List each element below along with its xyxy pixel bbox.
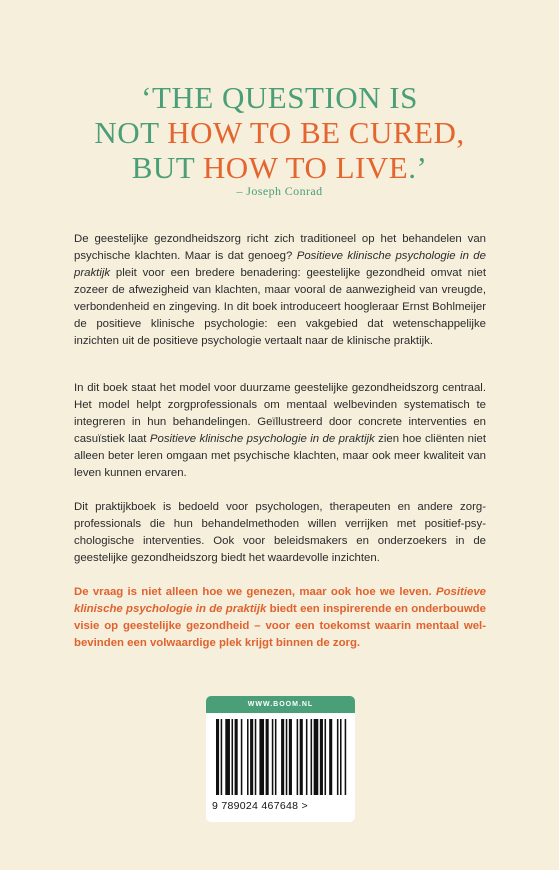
barcode-icon (206, 713, 355, 801)
barcode-bar (286, 719, 288, 795)
barcode-bar (297, 719, 299, 795)
barcode-bar (235, 719, 238, 795)
barcode-bar (320, 719, 323, 795)
barcode-bar (225, 719, 230, 795)
barcode-bar (340, 719, 342, 795)
publisher-url: WWW.BOOM.NL (206, 696, 355, 713)
quote-author: – Joseph Conrad (236, 184, 323, 198)
barcode-bar (337, 719, 339, 795)
quote-line-1: ‘THE QUESTION IS (141, 80, 418, 115)
barcode-bar (255, 719, 257, 795)
barcode-bar (259, 719, 264, 795)
barcode-bar (247, 719, 249, 795)
barcode-bar (325, 719, 327, 795)
paragraph-model: In dit boek staat het model voor duurzame geestelijke gezondheidszorg centraal. Het model helpt zorgprofessionals om mentaal welbevinden systematisch te integreren in hun behandelingen. Geïllustreerd door concrete interventies en casuïstiek laat Positieve klinische psychologie in de praktijk zien hoe cliënten niet alleen beter leren omgaan met psychische klachten, maar ook meer kwaliteit van leven kunnen ervaren. (74, 382, 487, 479)
barcode-bar (300, 719, 303, 795)
barcode-bar (272, 719, 274, 795)
barcode-bar (289, 719, 292, 795)
barcode-panel (206, 696, 355, 822)
quote-line-2: NOT HOW TO BE CURED, (94, 115, 465, 150)
barcode-bar (216, 719, 219, 795)
paragraph-highlight: De vraag is niet alleen hoe we genezen, maar ook hoe we leven. Positieve klinische psychologie in de praktijk biedt een inspirerende en onderbouwde visie op geestelijke gezondheid – voor een toekomst waarin mentaal welbevinden een volwaardige plek krijgt binnen de zorg. (74, 586, 486, 649)
paragraph-intro: De geestelijke gezondheidszorg richt zich traditioneel op het behandelen van psychische klachten. Maar is dat genoeg? Positieve klinische psychologie in de praktijk pleit voor een bredere benadering: geestelijke gezondheid omvat niet zozeer de afwezigheid van klachten, maar vooral de aanwezigheid van vreugde, verbondenheid en zingeving. In dit boek introduceert hoogleraar Ernst Bohlmeijer de positieve klinische psychologie: een vakgebied dat wetenschappelijke inzichten uit de positieve psychologie vertaalt naar de klinische praktijk. (74, 233, 486, 347)
barcode-bar (232, 719, 234, 795)
barcode-bar (281, 719, 284, 795)
barcode-bar (329, 719, 332, 795)
paragraph-audience: Dit praktijkboek is bedoeld voor psychologen, therapeuten en andere zorgprofessionals die hun behandelmethoden willen verrijken met positief-psychologische interventies. Ook voor beleidsmakers en onderzoekers in de geestelijke gezondheidszorg biedt het waardevolle inzichten. (74, 501, 486, 564)
barcode-bar (250, 719, 253, 795)
barcode-bar (314, 719, 319, 795)
barcode-bar (311, 719, 313, 795)
barcode-bar (241, 719, 243, 795)
cover-quote (0, 80, 559, 185)
barcode-bar (345, 719, 347, 795)
barcode-bar (306, 719, 308, 795)
barcode-bar (275, 719, 277, 795)
quote-line-3: BUT HOW TO LIVE.’ (131, 150, 428, 185)
barcode-bar (266, 719, 269, 795)
barcode-bar (221, 719, 223, 795)
isbn-number: 9 789024 467648 > (212, 800, 308, 812)
